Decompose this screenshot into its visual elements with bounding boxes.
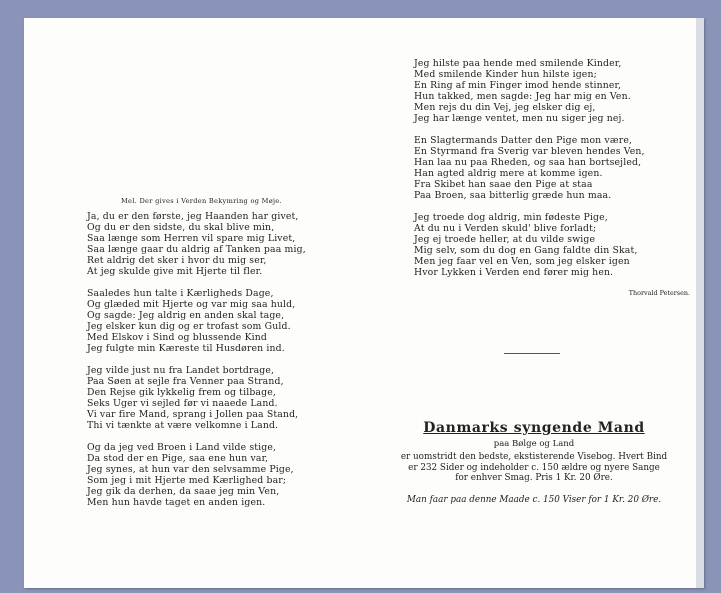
poem-signature: Thorvald Petersen. xyxy=(628,289,690,297)
poem-line: Mig selv, som du dog en Gang faldte din Skat, xyxy=(414,245,638,256)
advert-body-line: for enhver Smag. Pris 1 Kr. 20 Øre. xyxy=(455,473,613,483)
poem-line: Jeg ej troede heller, at du vilde swige xyxy=(414,234,596,245)
advert-title: Danmarks syngende Mand xyxy=(423,420,645,436)
poem-line: At du nu i Verden skuld' blive forladt; xyxy=(414,223,597,234)
advert-subtitle: paa Bølge og Land xyxy=(493,439,575,449)
poem-line: Ret aldrig det sker i hvor du mig ser, xyxy=(87,255,267,266)
poem-line: Jeg fulgte min Kæreste til Husdøren ind. xyxy=(87,343,285,354)
poem-line: Men jeg faar vel en Ven, som jeg elsker igen xyxy=(414,256,630,267)
poem-line: Og sagde: Jeg aldrig en anden skal tage, xyxy=(87,310,285,321)
stanza xyxy=(414,58,690,124)
section-divider xyxy=(504,353,560,354)
poem-line: Og du er den sidste, du skal blive min, xyxy=(87,222,275,233)
poem-line: En Ring af min Finger imod hende stinner, xyxy=(414,80,622,91)
poem-line: Og da jeg ved Broen i Land vilde stige, xyxy=(87,442,277,453)
poem-line: Jeg hilste paa hende med smilende Kinder, xyxy=(414,58,622,69)
stanza xyxy=(87,442,387,508)
advertisement xyxy=(384,419,684,505)
poem-line: Jeg gik da derhen, da saae jeg min Ven, xyxy=(87,486,280,497)
advert-price-line: Man faar paa denne Maade c. 150 Viser for 1 Kr. 20 Øre. xyxy=(406,494,662,505)
poem-line: At jeg skulde give mit Hjerte til fler. xyxy=(87,266,263,277)
poem-line: Jeg elsker kun dig og er trofast som Guld. xyxy=(87,321,291,332)
poem-line: Jeg har længe ventet, men nu siger jeg nej. xyxy=(414,113,625,124)
poem-line: Med Elskov i Sind og blussende Kind xyxy=(87,332,268,343)
advert-body-line: er uomstridt den bedste, ekstisterende Visebog. Hvert Bind xyxy=(400,452,668,462)
stanza xyxy=(414,212,690,278)
stanza xyxy=(87,288,387,354)
poem-line: Seks Uger vi sejled før vi naaede Land. xyxy=(87,398,278,409)
poem-line: En Slagtermands Datter den Pige mon være, xyxy=(414,135,633,146)
poem-line: Med smilende Kinder hun hilste igen; xyxy=(414,69,597,80)
melody-subtitle: Mel. Der gives i Verden Bekymring og Møje. xyxy=(121,197,282,205)
poem-line: Paa Søen at sejle fra Venner paa Strand, xyxy=(87,376,284,387)
right-poem-stanzas xyxy=(414,58,690,278)
poem-line: Men hun havde taget en anden igen. xyxy=(87,497,266,508)
poem-line: Ja, du er den første, jeg Haanden har givet, xyxy=(87,211,299,222)
poem-line: Jeg synes, at hun var den selvsamme Pige, xyxy=(87,464,294,475)
poem-line: Og glæded mit Hjerte og var mig saa huld, xyxy=(87,299,296,310)
poem-line: Han agted aldrig mere at komme igen. xyxy=(414,168,603,179)
stanza xyxy=(87,365,387,431)
poem-line: En Styrmand fra Sverig var bleven hendes Ven, xyxy=(414,146,645,157)
poem-line: Jeg troede dog aldrig, min fødeste Pige, xyxy=(414,212,608,223)
poem-line: Thi vi tænkte at være velkomne i Land. xyxy=(87,420,279,431)
poem-line: Vi var fire Mand, sprang i Jollen paa Stand, xyxy=(87,409,299,420)
poem-line: Paa Broen, saa bitterlig græde hun maa. xyxy=(414,190,612,201)
poem-line: Da stod der en Pige, saa ene hun var, xyxy=(87,453,269,464)
right-poem xyxy=(414,58,690,297)
poem-line: Saa længe gaar du aldrig af Tanken paa mig, xyxy=(87,244,306,255)
poem-line: Som jeg i mit Hjerte med Kærlighed bar; xyxy=(87,475,287,486)
stanza xyxy=(87,211,387,277)
stanza xyxy=(414,135,690,201)
poem-line: Han laa nu paa Rheden, og saa han bortsejled, xyxy=(414,157,642,168)
poem-line: Saaledes hun talte i Kærligheds Dage, xyxy=(87,288,274,299)
poem-line: Saa længe som Herren vil spare mig Livet, xyxy=(87,233,296,244)
poem-line: Fra Skibet han saae den Pige at staa xyxy=(414,179,593,190)
document-page xyxy=(24,18,704,588)
poem-line: Jeg vilde just nu fra Landet bortdrage, xyxy=(87,365,275,376)
left-poem xyxy=(87,196,387,519)
advert-body-line: er 232 Sider og indeholder c. 150 ældre og nyere Sange xyxy=(408,462,660,473)
advert-body xyxy=(384,452,684,484)
poem-line: Hvor Lykken i Verden end fører mig hen. xyxy=(414,267,614,278)
poem-line: Men rejs du din Vej, jeg elsker dig ej, xyxy=(414,102,596,113)
poem-line: Hun takked, men sagde: Jeg har mig en Ven. xyxy=(414,91,631,102)
poem-line: Den Rejse gik lykkelig frem og tilbage, xyxy=(87,387,276,398)
left-poem-stanzas xyxy=(87,211,387,508)
